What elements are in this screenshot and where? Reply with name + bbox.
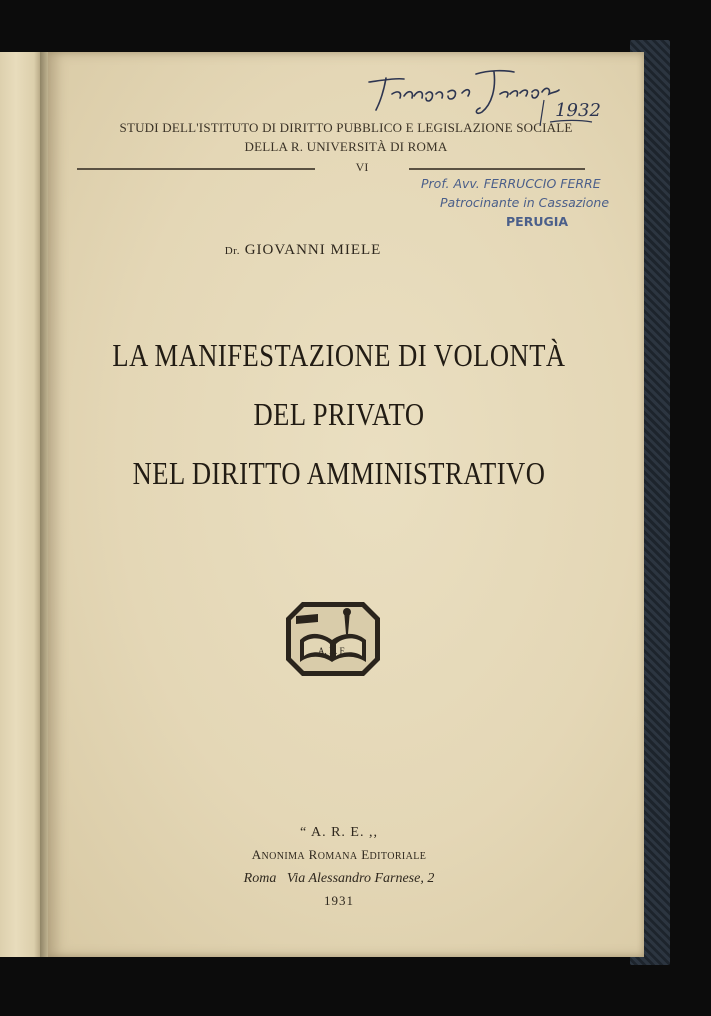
stamp-line-3: PERUGIA [506,214,569,229]
emblem-letters: A. R. E. [318,646,348,656]
signature-year: 1932 [555,100,601,121]
ownership-stamp [418,174,648,231]
stamp-line-1: Prof. Avv. FERRUCCIO FERRE [421,176,601,191]
publisher-emblem-icon [284,600,382,678]
rule-right [409,168,585,170]
title-line-3: NEL DIRITTO AMMINISTRATIVO [132,455,546,491]
publication-year: 1931 [324,893,354,908]
book-title [97,326,580,503]
publisher-block [48,822,630,912]
author-line [48,242,558,259]
publisher-name: ANONIMA ROMANA EDITORIALE [251,847,427,862]
author-name: GIOVANNI MIELE [244,242,382,258]
stamp-line-2: Patrocinante in Cassazione [440,195,610,210]
signature-name: Ferruccio Ferrer [364,60,371,61]
title-page [48,52,644,957]
title-line-2: DEL PRIVATO [253,396,425,432]
facing-page-edge [0,52,42,957]
series-volume: VI [355,160,369,174]
rule-left [77,168,315,170]
author-prefix: Dr. [224,245,240,257]
series-line-2: DELLA R. UNIVERSITÀ DI ROMA [244,139,448,154]
handwritten-signature [364,60,601,130]
series-line-1: STUDI DELL'ISTITUTO DI DIRITTO PUBBLICO E LEGISLAZIONE SOCIALE [119,120,573,135]
publisher-imprint: “ A. R. E. ,, [300,825,378,840]
publisher-address: Roma Via Alessandro Farnese, 2 [243,871,435,886]
title-line-1: LA MANIFESTAZIONE DI VOLONTÀ [112,337,566,373]
